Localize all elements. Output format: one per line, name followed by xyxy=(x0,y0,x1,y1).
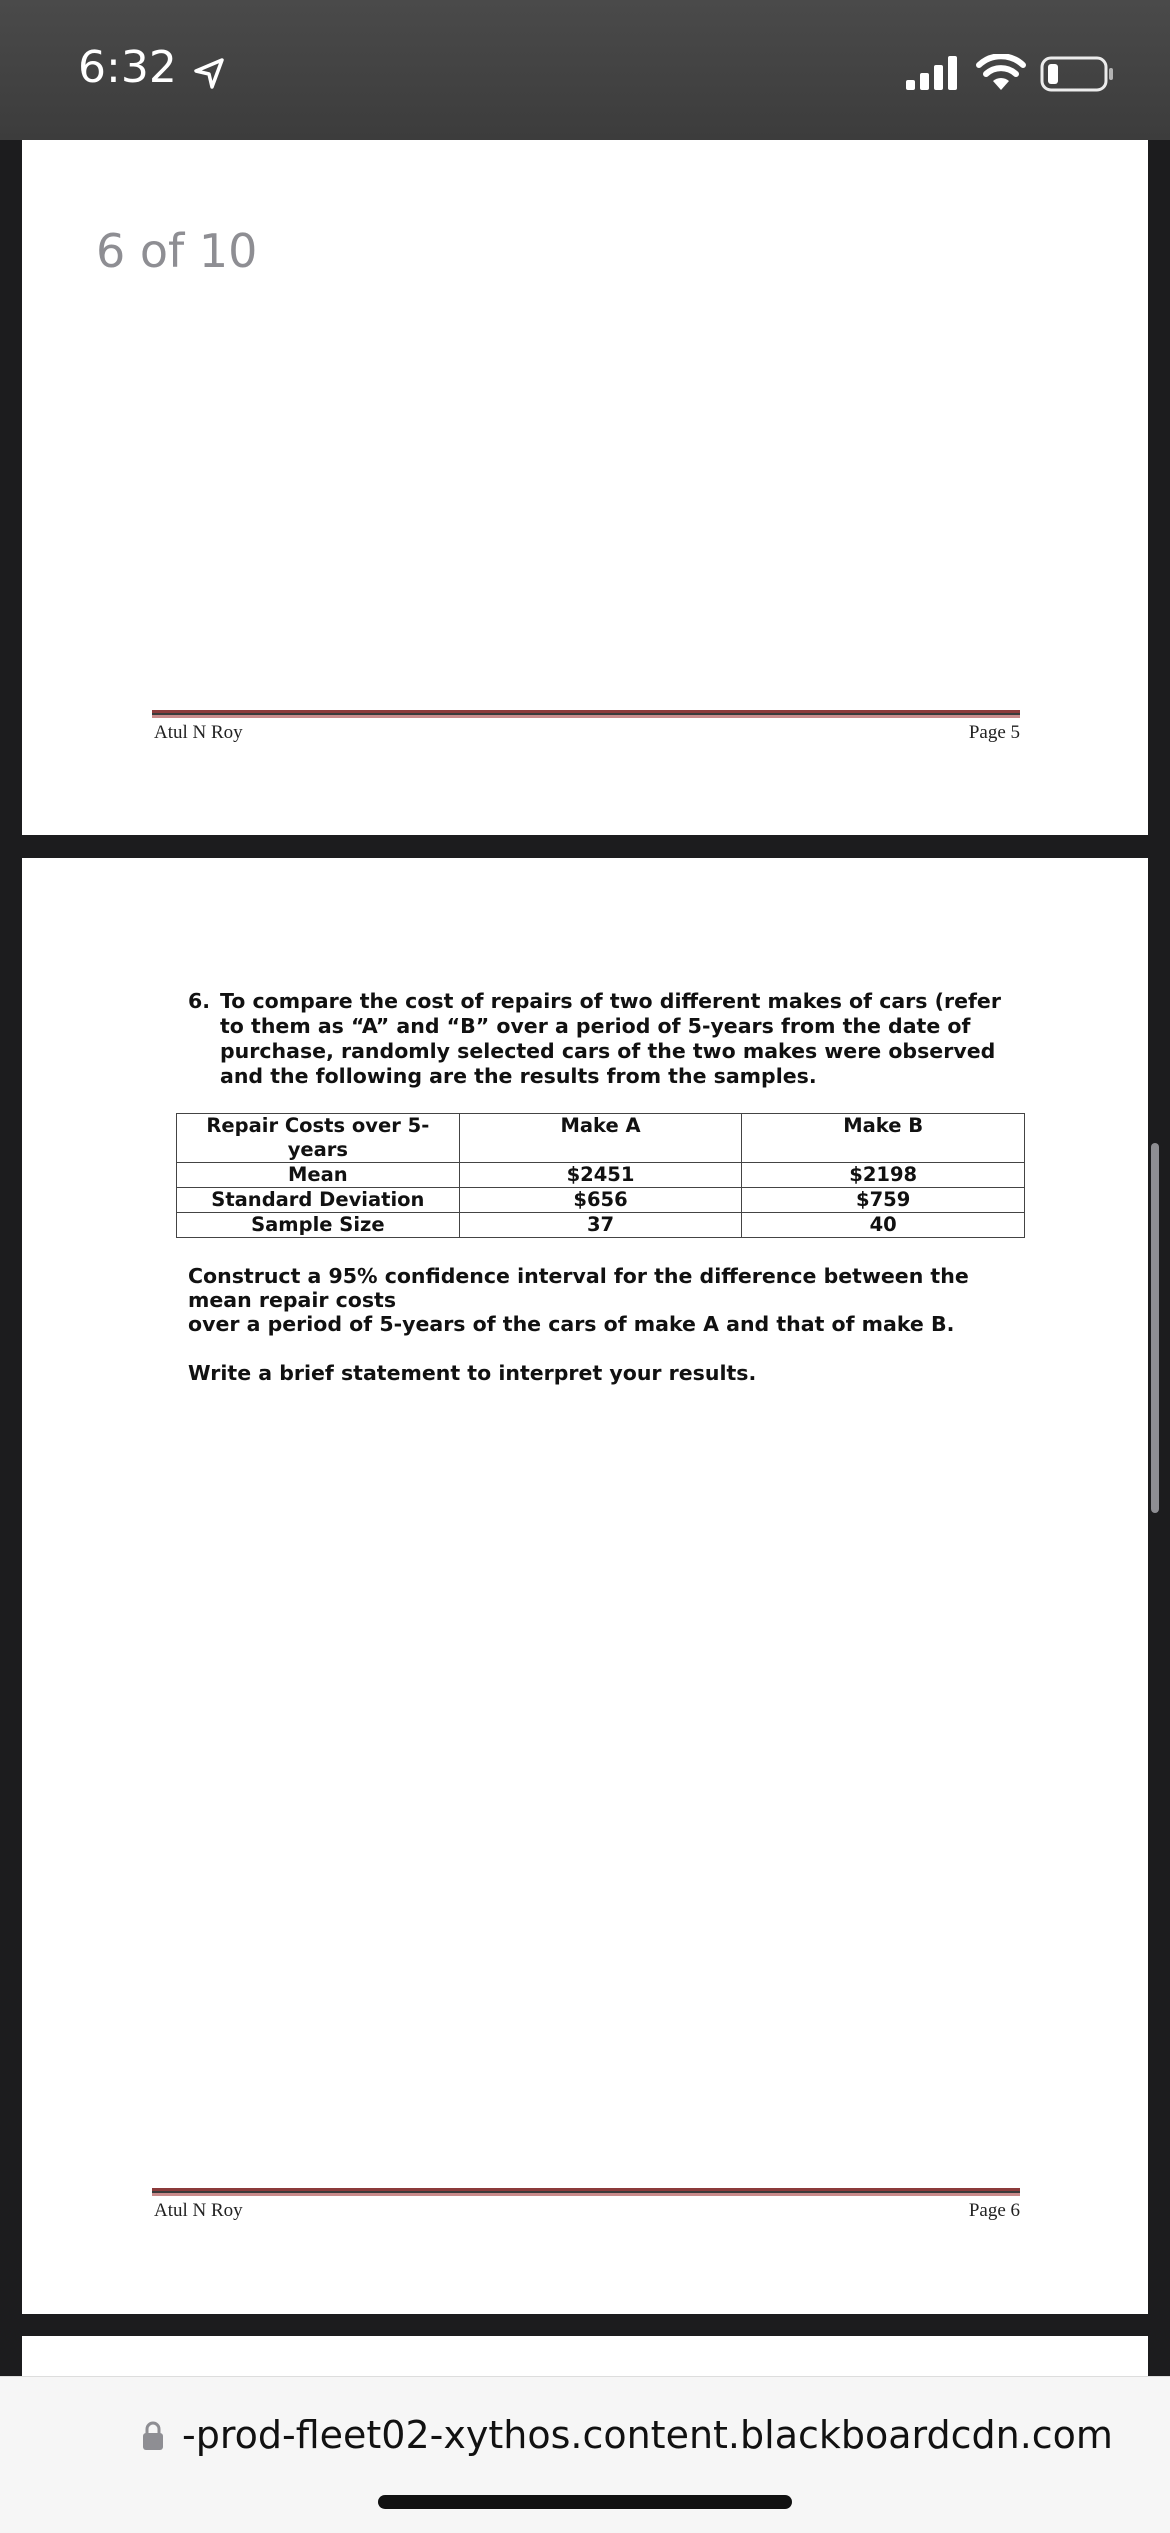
table-cell: $2198 xyxy=(742,1163,1025,1188)
footer-rule xyxy=(152,2188,1020,2196)
scrollbar[interactable] xyxy=(1151,1143,1159,1513)
question-line: To compare the cost of repairs of two different makes of cars (refer xyxy=(220,989,1001,1013)
footer-page-number: Page 6 xyxy=(968,2200,1020,2221)
table-row xyxy=(177,1163,1025,1188)
table-cell: 40 xyxy=(742,1213,1025,1238)
table-header-cell: Repair Costs over 5-years xyxy=(177,1114,460,1163)
table-header-cell: Make B xyxy=(742,1114,1025,1163)
question-line: purchase, randomly selected cars of the two makes were observed xyxy=(220,1039,996,1063)
document-page-7 xyxy=(22,2336,1148,2376)
page-counter: 6 of 10 xyxy=(96,224,258,278)
wifi-icon xyxy=(976,54,1026,92)
table-row xyxy=(177,1213,1025,1238)
location-arrow-icon xyxy=(192,56,226,90)
question-number: 6. xyxy=(188,989,211,1013)
document-page-5 xyxy=(22,140,1148,835)
question-line: and the following are the results from the samples. xyxy=(220,1064,817,1088)
table-cell: $656 xyxy=(459,1188,742,1213)
signal-bars-icon xyxy=(906,56,960,90)
table-row xyxy=(177,1188,1025,1213)
status-time: 6:32 xyxy=(78,42,177,93)
instructions xyxy=(188,1264,1028,1385)
table-header-row xyxy=(177,1114,1025,1163)
table-cell: 37 xyxy=(459,1213,742,1238)
footer-page-number: Page 5 xyxy=(968,722,1020,743)
battery-icon xyxy=(1040,56,1114,92)
url-text[interactable]: -prod-fleet02-xythos.content.blackboardcdn.com xyxy=(182,2413,1113,2457)
table-cell: $759 xyxy=(742,1188,1025,1213)
instruction-interpret: Write a brief statement to interpret your results. xyxy=(188,1361,757,1385)
status-bar xyxy=(0,0,1170,140)
question-line: to them as “A” and “B” over a period of 5-years from the date of xyxy=(220,1014,971,1038)
footer-author: Atul N Roy xyxy=(154,722,243,743)
table-header-cell: Make A xyxy=(459,1114,742,1163)
table-cell: Standard Deviation xyxy=(177,1188,460,1213)
document-page-6 xyxy=(22,858,1148,2314)
table-cell: $2451 xyxy=(459,1163,742,1188)
question-6 xyxy=(188,989,1028,1089)
footer-rule xyxy=(152,710,1020,718)
url-bar[interactable] xyxy=(0,2376,1170,2533)
instruction-line: mean repair costs xyxy=(188,1288,397,1312)
footer-author: Atul N Roy xyxy=(154,2200,243,2221)
instruction-line: over a period of 5-years of the cars of make A and that of make B. xyxy=(188,1312,955,1336)
repair-costs-table xyxy=(176,1113,1025,1238)
lock-icon xyxy=(142,2421,164,2451)
instruction-line: Construct a 95% confidence interval for the difference between the xyxy=(188,1264,969,1288)
table-cell: Sample Size xyxy=(177,1213,460,1238)
table-cell: Mean xyxy=(177,1163,460,1188)
home-indicator[interactable] xyxy=(378,2495,792,2509)
